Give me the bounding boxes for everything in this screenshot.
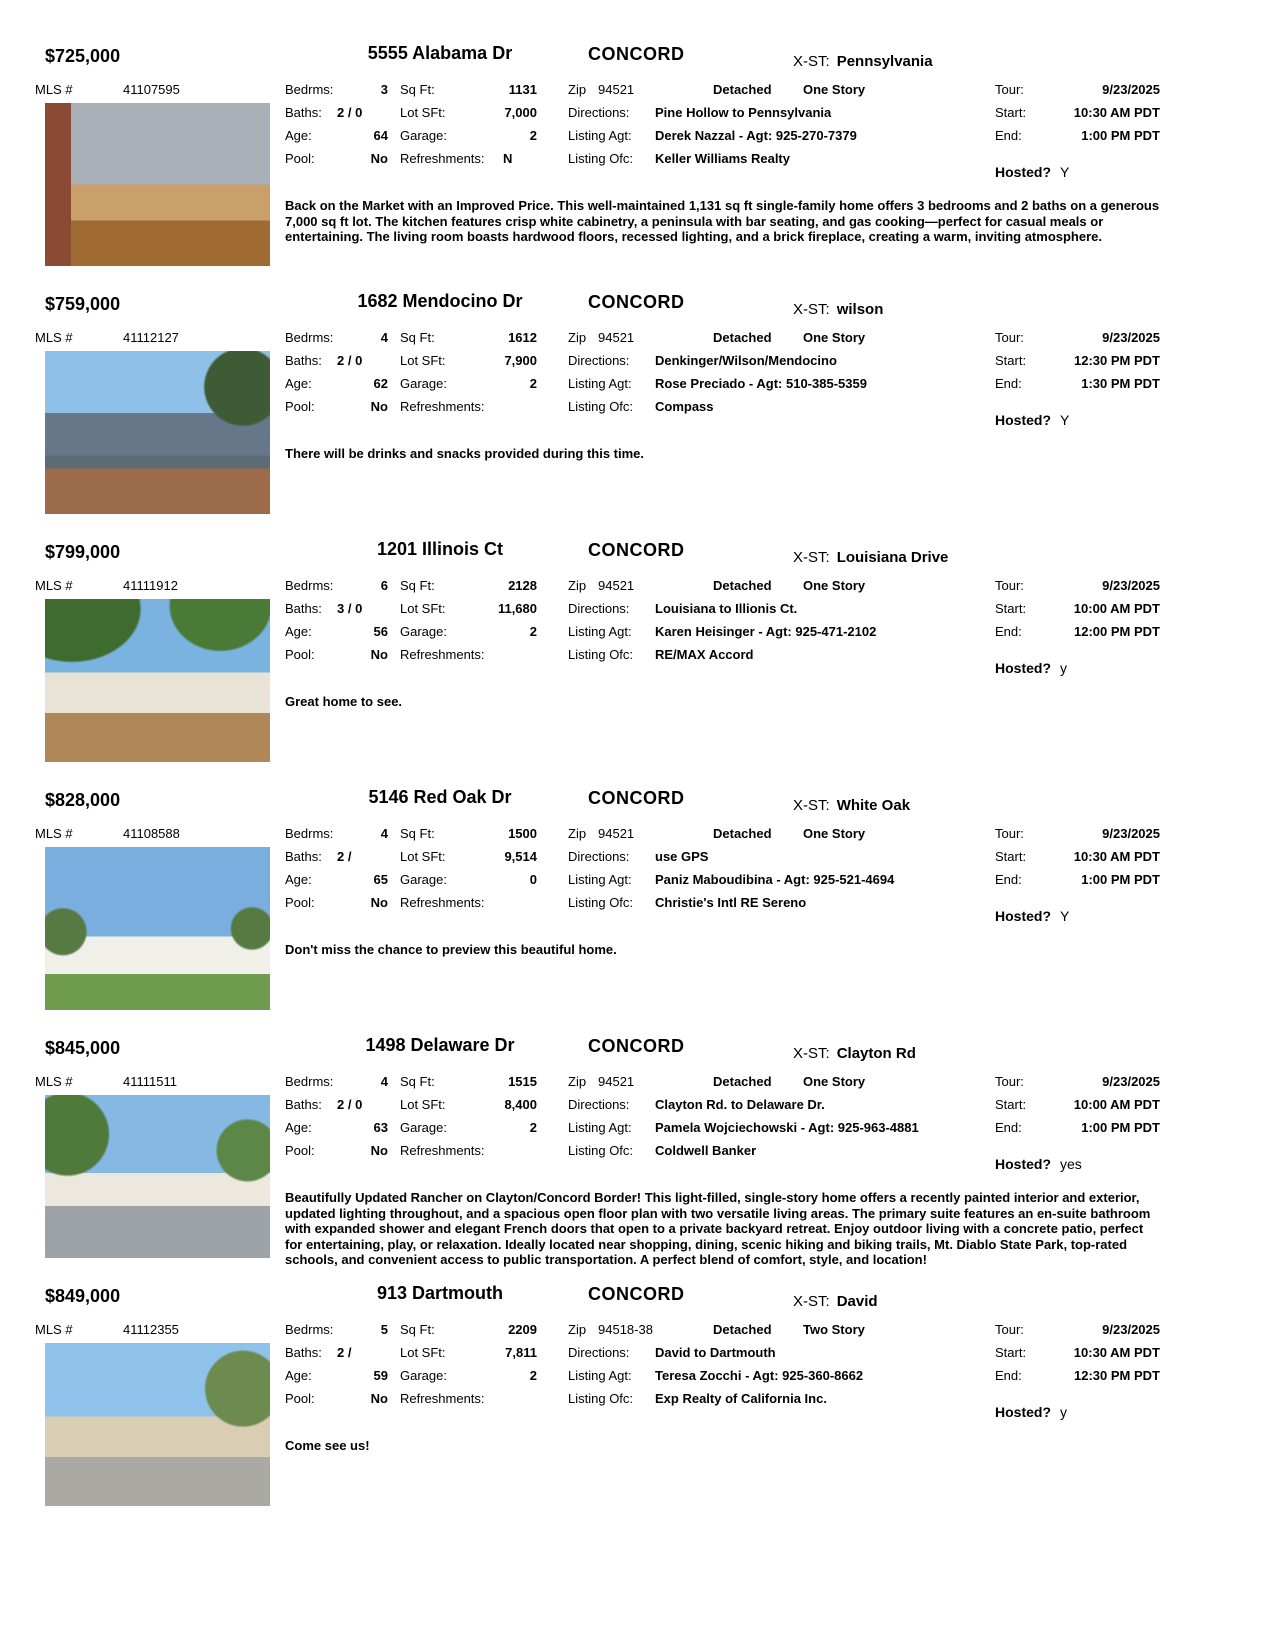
directions-value: Denkinger/Wilson/Mendocino [655,353,837,368]
age-value: 64 [373,128,388,143]
bedrooms-value: 4 [380,330,388,345]
listing-city: CONCORD [588,788,685,808]
property-photo [45,847,270,1010]
property-photo [45,1095,270,1258]
hosted-label: Hosted? [995,660,1051,676]
pool-label: Pool: [285,895,315,910]
listing-description: Come see us! [285,1438,370,1453]
end-time: 12:00 PM PDT [1074,624,1160,639]
directions-value: use GPS [655,849,709,864]
bedrooms-value: 5 [380,1322,388,1337]
zip-value: 94521 [598,826,635,841]
listing-office-label: Listing Ofc: [568,151,634,166]
listing-price: $845,000 [45,1038,121,1058]
start-time: 10:30 AM PDT [1073,105,1160,120]
garage-label: Garage: [400,624,447,639]
start-label: Start: [995,1345,1027,1360]
listing-price: $759,000 [45,294,121,314]
end-label: End: [995,624,1022,639]
listing-office-value: Keller Williams Realty [655,151,790,166]
mls-number: 41111912 [123,578,178,593]
listing-agent-label: Listing Agt: [568,376,632,391]
dwelling-type: Detached [713,330,772,345]
baths-label: Baths: [285,353,322,368]
cross-street-value: David [836,1293,878,1310]
listing-office-label: Listing Ofc: [568,1391,634,1406]
sqft-label: Sq Ft: [400,1074,435,1089]
zip-label: Zip [568,826,587,841]
mls-label: MLS # [35,82,73,97]
end-time: 1:00 PM PDT [1081,1120,1160,1135]
refreshments-label: Refreshments: [400,1391,485,1406]
tour-date: 9/23/2025 [1102,1322,1160,1337]
baths-label: Baths: [285,1345,322,1360]
listing-office-label: Listing Ofc: [568,399,634,414]
pool-label: Pool: [285,1143,315,1158]
listing-agent-value: Teresa Zocchi - Agt: 925-360-8662 [655,1368,864,1383]
end-time: 1:30 PM PDT [1081,376,1160,391]
hosted-row [995,1156,1082,1172]
age-label: Age: [285,624,312,639]
zip-value: 94521 [598,578,635,593]
property-photo [45,351,270,514]
hosted-label: Hosted? [995,908,1051,924]
cross-street-label: X-ST: [793,549,830,566]
pool-value: No [370,895,388,910]
directions-label: Directions: [568,1097,630,1112]
baths-value: 2 / 0 [337,353,363,368]
bedrooms-value: 3 [380,82,388,97]
zip-value: 94521 [598,82,635,97]
cross-street-label: X-ST: [793,301,830,318]
listing-address: 5555 Alabama Dr [367,43,513,63]
end-time: 1:00 PM PDT [1081,872,1160,887]
sqft-label: Sq Ft: [400,82,435,97]
baths-value: 2 / [337,1345,352,1360]
hosted-row [995,908,1069,924]
dwelling-type: Detached [713,1074,772,1089]
listing-address: 913 Dartmouth [376,1283,504,1303]
listing-price: $799,000 [45,542,121,562]
bedrooms-label: Bedrms: [285,330,334,345]
end-label: End: [995,1120,1022,1135]
mls-label: MLS # [35,578,73,593]
dwelling-type: Detached [713,82,772,97]
listing-card [0,787,1275,1038]
listing-office-value: Exp Realty of California Inc. [655,1391,827,1406]
age-value: 62 [373,376,388,391]
sqft-value: 1515 [508,1074,537,1089]
cross-street-value: Pennsylvania [836,53,933,70]
listing-agent-label: Listing Agt: [568,128,632,143]
baths-label: Baths: [285,105,322,120]
cross-street-label: X-ST: [793,797,830,814]
listing-agent-label: Listing Agt: [568,624,632,639]
sqft-label: Sq Ft: [400,1322,435,1337]
pool-label: Pool: [285,647,315,662]
pool-value: No [370,399,388,414]
cross-street-value: White Oak [836,797,911,814]
lot-sqft-label: Lot SFt: [400,1345,446,1360]
end-label: End: [995,1368,1022,1383]
refreshments-label: Refreshments: [400,647,485,662]
bedrooms-value: 4 [380,826,388,841]
listing-card [0,539,1275,790]
mls-label: MLS # [35,1074,73,1089]
directions-value: Pine Hollow to Pennsylvania [655,105,832,120]
hosted-value: Y [1060,412,1070,428]
mls-label: MLS # [35,1322,73,1337]
bedrooms-value: 4 [380,1074,388,1089]
hosted-row [995,164,1069,180]
listing-office-label: Listing Ofc: [568,895,634,910]
bedrooms-label: Bedrms: [285,826,334,841]
age-value: 59 [373,1368,388,1383]
listing-card [0,1035,1275,1286]
lot-sqft-value: 7,900 [504,353,537,368]
directions-label: Directions: [568,105,630,120]
cross-street-value: Clayton Rd [836,1045,916,1062]
garage-label: Garage: [400,128,447,143]
property-photo [45,1343,270,1506]
zip-label: Zip [568,1322,587,1337]
garage-label: Garage: [400,1120,447,1135]
lot-sqft-value: 11,680 [497,601,537,616]
listing-office-value: RE/MAX Accord [655,647,754,662]
sqft-value: 1500 [508,826,537,841]
garage-value: 2 [529,128,537,143]
listing-agent-value: Derek Nazzal - Agt: 925-270-7379 [655,128,857,143]
bedrooms-label: Bedrms: [285,1322,334,1337]
baths-label: Baths: [285,849,322,864]
zip-value: 94521 [598,1074,635,1089]
story-type: One Story [803,82,866,97]
listing-agent-label: Listing Agt: [568,1368,632,1383]
directions-value: Louisiana to Illionis Ct. [655,601,798,616]
start-time: 10:30 AM PDT [1073,849,1160,864]
tour-label: Tour: [995,1074,1024,1089]
hosted-label: Hosted? [995,1404,1051,1420]
hosted-label: Hosted? [995,164,1051,180]
listing-office-label: Listing Ofc: [568,1143,634,1158]
garage-label: Garage: [400,376,447,391]
start-label: Start: [995,849,1027,864]
lot-sqft-label: Lot SFt: [400,849,446,864]
age-label: Age: [285,872,312,887]
zip-value: 94521 [598,330,635,345]
listing-office-value: Coldwell Banker [655,1143,757,1158]
story-type: One Story [803,578,866,593]
start-label: Start: [995,1097,1027,1112]
cross-street [793,301,883,318]
listing-city: CONCORD [588,1284,685,1304]
mls-number: 41112127 [123,330,179,345]
start-label: Start: [995,601,1027,616]
garage-value: 2 [529,1120,537,1135]
cross-street [793,797,910,814]
listing-office-value: Compass [655,399,714,414]
cross-street [793,1045,916,1062]
baths-value: 2 / 0 [337,1097,363,1112]
dwelling-type: Detached [713,1322,772,1337]
cross-street [793,1293,878,1310]
listing-agent-value: Karen Heisinger - Agt: 925-471-2102 [655,624,877,639]
hosted-row [995,660,1067,676]
cross-street-label: X-ST: [793,53,830,70]
hosted-value: Y [1060,164,1070,180]
start-time: 10:00 AM PDT [1073,601,1160,616]
end-time: 12:30 PM PDT [1074,1368,1160,1383]
sqft-value: 2128 [508,578,537,593]
hosted-value: y [1060,660,1067,676]
tour-date: 9/23/2025 [1102,82,1160,97]
lot-sqft-label: Lot SFt: [400,1097,446,1112]
tour-date: 9/23/2025 [1102,1074,1160,1089]
age-label: Age: [285,128,312,143]
dwelling-type: Detached [713,578,772,593]
age-label: Age: [285,1368,312,1383]
property-photo [45,599,270,762]
listing-city: CONCORD [588,292,685,312]
lot-sqft-label: Lot SFt: [400,353,446,368]
zip-label: Zip [568,1074,587,1089]
listing-card [0,291,1275,542]
hosted-row [995,412,1069,428]
dwelling-type: Detached [713,826,772,841]
listing-card [0,1283,1275,1534]
tour-label: Tour: [995,578,1024,593]
listing-description: Beautifully Updated Rancher on Clayton/Concord Border! This light-filled, single-story home offers a recently painted interior and exterior, updated lighting throughout, and a spacious open floor plan with two versatile living areas. The primary suite features an en-suite bathroom with expanded shower and elegant French doors that open to a private backyard retreat. Enjoy outdoor living with a concrete patio, perfect for entertaining, play, or relaxation. Ideally located near shopping, dining, scenic hiking and biking trails, Mt. Diablo State Park, top-rated schools, and convenient access to public transportation. A perfect blend of comfort, style, and location! [285,1190,1151,1268]
tour-date: 9/23/2025 [1102,578,1160,593]
zip-label: Zip [568,82,587,97]
garage-value: 2 [529,1368,537,1383]
baths-label: Baths: [285,601,322,616]
end-label: End: [995,376,1022,391]
start-time: 10:30 AM PDT [1073,1345,1160,1360]
mls-number: 41112355 [123,1322,179,1337]
refreshments-value: N [503,151,513,166]
directions-label: Directions: [568,1345,630,1360]
lot-sqft-value: 9,514 [504,849,537,864]
end-label: End: [995,872,1022,887]
sqft-label: Sq Ft: [400,826,435,841]
listing-price: $849,000 [45,1286,121,1306]
baths-label: Baths: [285,1097,322,1112]
hosted-value: yes [1060,1156,1082,1172]
listing-city: CONCORD [588,1036,685,1056]
refreshments-label: Refreshments: [400,1143,485,1158]
listing-office-value: Christie's Intl RE Sereno [655,895,807,910]
listing-description: Back on the Market with an Improved Price. This well-maintained 1,131 sq ft single-family home offers 3 bedrooms and 2 baths on a generous 7,000 sq ft lot. The kitchen features crisp white cabinetry, a peninsula with bar seating, and gas cooking—perfect for casual meals or entertaining. The living room boasts hardwood floors, recessed lighting, and a brick fireplace, creating a warm, inviting atmosphere. [285,198,1160,245]
listing-address: 1201 Illinois Ct [376,539,504,559]
listing-agent-value: Rose Preciado - Agt: 510-385-5359 [655,376,867,391]
mls-label: MLS # [35,330,73,345]
listing-agent-value: Pamela Wojciechowski - Agt: 925-963-4881 [655,1120,919,1135]
start-time: 12:30 PM PDT [1074,353,1160,368]
directions-value: Clayton Rd. to Delaware Dr. [655,1097,825,1112]
sqft-value: 1612 [508,330,537,345]
story-type: Two Story [803,1322,865,1337]
hosted-label: Hosted? [995,1156,1051,1172]
zip-label: Zip [568,578,587,593]
story-type: One Story [803,826,866,841]
tour-label: Tour: [995,1322,1024,1337]
cross-street-label: X-ST: [793,1293,830,1310]
hosted-value: y [1060,1404,1067,1420]
directions-label: Directions: [568,601,630,616]
directions-label: Directions: [568,849,630,864]
baths-value: 2 / [337,849,352,864]
age-label: Age: [285,376,312,391]
listing-description: Great home to see. [285,694,403,709]
cross-street [793,53,933,70]
listing-agent-label: Listing Agt: [568,1120,632,1135]
end-time: 1:00 PM PDT [1081,128,1160,143]
cross-street-value: Louisiana Drive [836,549,949,566]
mls-number: 41107595 [123,82,180,97]
sqft-value: 1131 [508,82,537,97]
garage-value: 2 [529,376,537,391]
baths-value: 3 / 0 [337,601,363,616]
lot-sqft-label: Lot SFt: [400,105,446,120]
start-label: Start: [995,105,1027,120]
listing-description: There will be drinks and snacks provided during this time. [285,446,645,461]
listing-price: $828,000 [45,790,121,810]
mls-label: MLS # [35,826,73,841]
lot-sqft-label: Lot SFt: [400,601,446,616]
refreshments-label: Refreshments: [400,399,485,414]
bedrooms-value: 6 [380,578,388,593]
age-value: 63 [373,1120,388,1135]
listing-address: 1498 Delaware Dr [365,1035,515,1055]
hosted-label: Hosted? [995,412,1051,428]
pool-label: Pool: [285,399,315,414]
lot-sqft-value: 7,000 [504,105,537,120]
listing-description: Don't miss the chance to preview this beautiful home. [285,942,617,957]
pool-value: No [370,1143,388,1158]
age-value: 65 [373,872,388,887]
hosted-value: Y [1060,908,1070,924]
garage-label: Garage: [400,1368,447,1383]
tour-label: Tour: [995,82,1024,97]
listing-city: CONCORD [588,44,685,64]
pool-value: No [370,647,388,662]
pool-value: No [370,151,388,166]
tour-label: Tour: [995,826,1024,841]
story-type: One Story [803,1074,866,1089]
baths-value: 2 / 0 [337,105,363,120]
garage-value: 0 [529,872,537,887]
refreshments-label: Refreshments: [400,151,485,166]
cross-street-label: X-ST: [793,1045,830,1062]
sqft-label: Sq Ft: [400,578,435,593]
lot-sqft-value: 7,811 [505,1345,537,1360]
listing-office-label: Listing Ofc: [568,647,634,662]
directions-value: David to Dartmouth [655,1345,776,1360]
zip-value: 94518-38 [598,1322,653,1337]
listing-card [0,43,1275,294]
pool-label: Pool: [285,1391,315,1406]
listing-address: 5146 Red Oak Dr [368,787,512,807]
end-label: End: [995,128,1022,143]
story-type: One Story [803,330,866,345]
refreshments-label: Refreshments: [400,895,485,910]
age-value: 56 [373,624,388,639]
bedrooms-label: Bedrms: [285,578,334,593]
listing-agent-value: Paniz Maboudibina - Agt: 925-521-4694 [655,872,895,887]
sqft-value: 2209 [508,1322,537,1337]
start-label: Start: [995,353,1027,368]
garage-value: 2 [529,624,537,639]
lot-sqft-value: 8,400 [504,1097,537,1112]
directions-label: Directions: [568,353,630,368]
tour-label: Tour: [995,330,1024,345]
cross-street-value: wilson [836,301,884,318]
cross-street [793,549,948,566]
tour-date: 9/23/2025 [1102,330,1160,345]
age-label: Age: [285,1120,312,1135]
pool-label: Pool: [285,151,315,166]
listing-city: CONCORD [588,540,685,560]
hosted-row [995,1404,1067,1420]
property-photo [45,103,270,266]
listing-agent-label: Listing Agt: [568,872,632,887]
garage-label: Garage: [400,872,447,887]
zip-label: Zip [568,330,587,345]
bedrooms-label: Bedrms: [285,82,334,97]
tour-date: 9/23/2025 [1102,826,1160,841]
start-time: 10:00 AM PDT [1073,1097,1160,1112]
mls-number: 41108588 [123,826,180,841]
listing-price: $725,000 [45,46,121,66]
mls-number: 41111511 [123,1074,177,1089]
bedrooms-label: Bedrms: [285,1074,334,1089]
sqft-label: Sq Ft: [400,330,435,345]
listing-address: 1682 Mendocino Dr [357,291,523,311]
pool-value: No [370,1391,388,1406]
